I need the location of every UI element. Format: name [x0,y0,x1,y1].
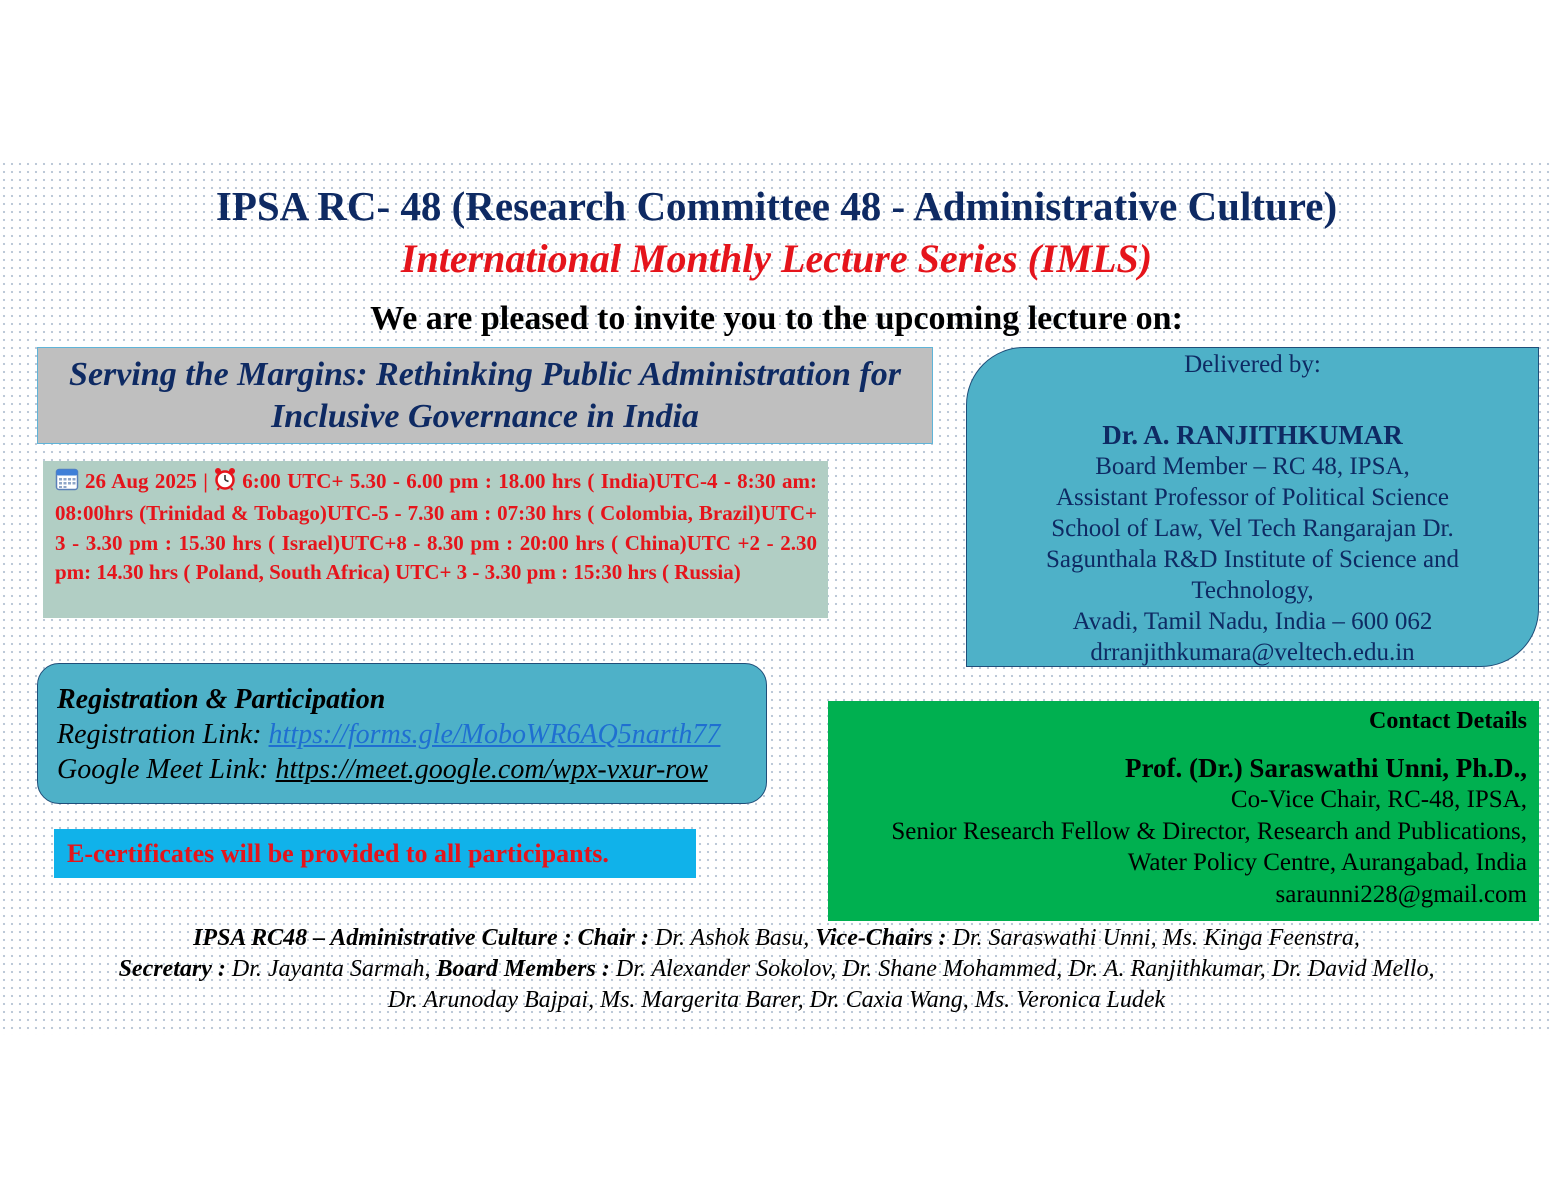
flyer-title: IPSA RC- 48 (Research Committee 48 - Administrative Culture) [215,183,1338,229]
registration-link-label: Registration Link: [57,719,269,750]
footer-secretary-label: Secretary : [118,956,226,982]
certificate-text: E-certificates will be provided to all participants. [67,838,609,868]
speaker-email: drranjithkumara@veltech.edu.in [1090,639,1415,666]
schedule-box [43,461,828,618]
speaker-position: Assistant Professor of Political Science [1056,484,1449,511]
speaker-affiliation-2: Sagunthala R&D Institute of Science and [1045,546,1460,573]
calendar-icon [55,467,79,499]
contact-email: saraunni228@gmail.com [1275,880,1527,908]
lecture-date: 26 Aug 2025 | [85,469,208,493]
flyer-slide [0,160,1553,1035]
contact-heading: Contact Details [1369,708,1527,734]
alarm-clock-icon [214,467,236,499]
footer-board-members-1: Dr. Alexander Sokolov, Dr. Shane Mohammed, Dr. A. Ranjithkumar, Dr. David Mello, [609,956,1435,982]
meet-row [57,752,766,787]
lecture-topic-line-1: Serving the Margins: Rethinking Public Administration for [69,356,901,394]
footer-board-members-2: Dr. Arunoday Bajpai, Ms. Margerita Barer, Dr. Caxia Wang, Ms. Veronica Ludek [387,987,1166,1013]
contact-box [828,701,1539,921]
committee-footer [0,923,1553,1016]
registration-box [37,663,767,804]
speaker-address: Avadi, Tamil Nadu, India – 600 062 [1072,608,1433,635]
delivered-by-label: Delivered by: [1184,351,1321,378]
footer-secretary: Dr. Jayanta Sarmah, [225,956,437,982]
footer-board-label: Board Members : [436,956,610,982]
speaker-role: Board Member – RC 48, IPSA, [1095,453,1410,480]
speaker-name: Dr. A. RANJITHKUMAR [1102,420,1403,450]
speaker-affiliation-1: School of Law, Vel Tech Rangarajan Dr. [1051,515,1454,542]
contact-position: Senior Research Fellow & Director, Research and Publications, [891,817,1527,845]
registration-heading: Registration & Participation [57,684,386,715]
footer-line-2 [0,954,1553,985]
google-meet-link[interactable]: https://meet.google.com/wpx-vxur-row [275,754,708,785]
speaker-affiliation-3: Technology, [1191,577,1314,604]
footer-vice-label: Vice-Chairs : [815,925,947,951]
registration-row [57,717,766,752]
footer-chair: Dr. Ashok Basu, [648,925,816,951]
schedule-text [55,467,817,587]
contact-name: Prof. (Dr.) Saraswathi Unni, Ph.D., [1124,752,1527,783]
speaker-box [966,347,1539,667]
timezone-details: 6:00 UTC+ 5.30 - 6.00 pm : 18.00 hrs ( India)UTC-4 - 8:30 am: 08:00hrs (Trinidad & Tobago)UTC-5 - 7.30 am : 07:30 hrs ( Colombia, Brazil)UTC+ 3 - 3.30 pm : 15.30 hrs ( Israel)UTC+8 - 8.30 pm : 20:00 hrs ( China)UTC +2 - 2.30 pm: 14.30 hrs ( Poland, South Africa) UTC+ 3 - 3.30 pm : 15:30 hrs ( Russia) [55,469,818,584]
contact-role: Co-Vice Chair, RC-48, IPSA, [1230,786,1527,813]
lecture-topic-box [37,347,933,444]
footer-vice-chairs: Dr. Saraswathi Unni, Ms. Kinga Feenstra, [946,925,1360,951]
certificate-banner [54,829,696,878]
invite-text: We are pleased to invite you to the upcoming lecture on: [370,300,1183,337]
footer-org-label: IPSA RC48 – Administrative Culture : Chair : [193,925,649,951]
footer-line-1 [0,923,1553,954]
meet-link-label: Google Meet Link: [57,754,276,785]
lecture-topic-line-2: Inclusive Governance in India [271,397,699,435]
registration-link[interactable]: https://forms.gle/MoboWR6AQ5narth77 [268,719,721,750]
lecture-topic [69,354,901,437]
contact-organization: Water Policy Centre, Aurangabad, India [1127,849,1527,876]
lecture-series-title: International Monthly Lecture Series (IMLS) [400,236,1153,281]
